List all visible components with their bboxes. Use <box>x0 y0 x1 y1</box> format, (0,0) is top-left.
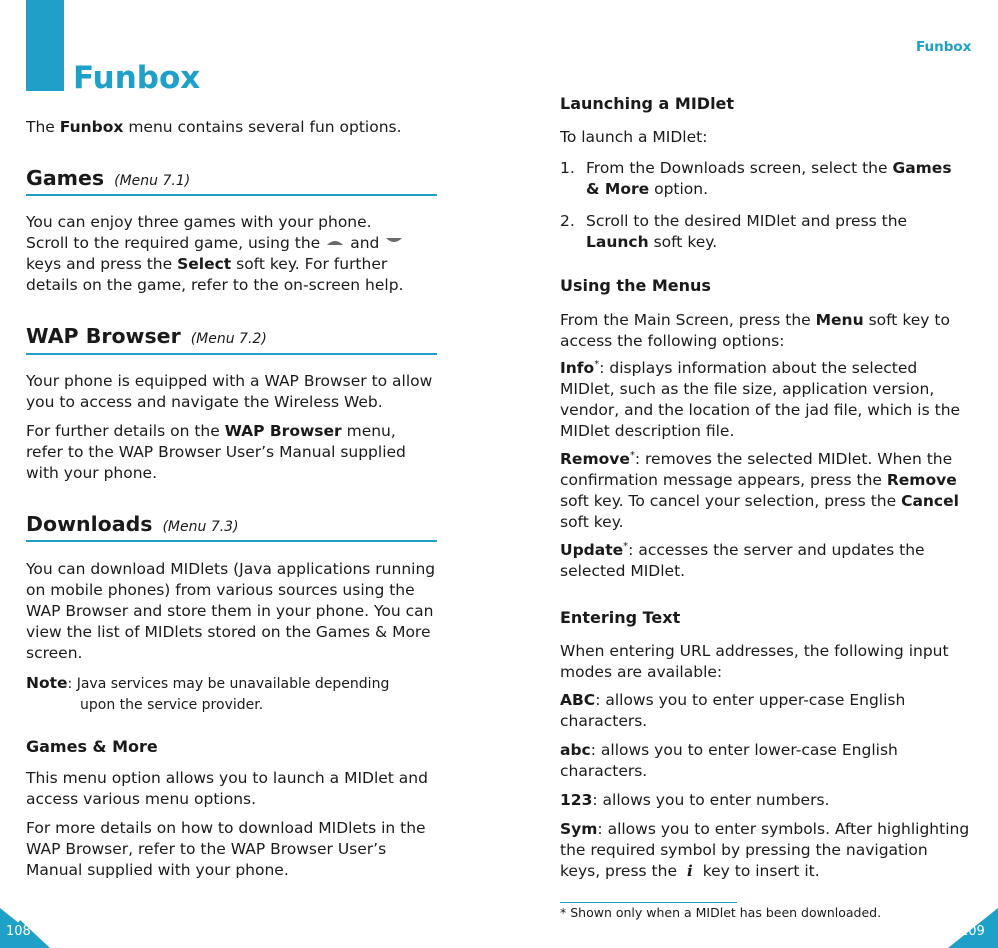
games-menu-ref: (Menu 7.1) <box>114 173 191 189</box>
input-mode-lower: abc: allows you to enter lower-case English characters. <box>560 741 898 780</box>
games-more-paragraph-1: This menu option allows you to launch a MIDlet and access various menu options. <box>26 769 428 808</box>
running-head: Funbox <box>916 39 972 55</box>
footnote-rule <box>560 902 737 903</box>
page-number-right: 109 <box>960 924 985 939</box>
down-key-icon <box>385 237 403 246</box>
menu-option-remove: Remove*: removes the selected MIDlet. When the confirmation message appears, press the Remove soft key. To cancel your selection, press the Cancel soft key. <box>560 449 959 531</box>
launching-intro: To launch a MIDlet: <box>560 128 708 146</box>
launching-step: 1. From the Downloads screen, select the Games & More option. <box>560 159 952 198</box>
menus-heading: Using the Menus <box>560 276 711 295</box>
games-heading: Games (Menu 7.1) <box>26 166 191 190</box>
games-rule <box>26 194 437 196</box>
menu-option-update: Update*: accesses the server and updates the selected MIDlet. <box>560 540 925 580</box>
games-paragraph: You can enjoy three games with your phone. Scroll to the required game, using the and keys and press the Select soft key. For further details on the game, refer to the on-screen help. <box>26 213 404 294</box>
games-more-paragraph-2: For more details on how to download MIDlets in the WAP Browser, refer to the WAP Browser User’s Manual supplied with your phone. <box>26 819 426 879</box>
downloads-menu-ref: (Menu 7.3) <box>162 519 239 535</box>
wap-paragraph-2: For further details on the WAP Browser menu, refer to the WAP Browser User’s Manual supplied with your phone. <box>26 422 406 482</box>
input-mode-symbols: Sym: allows you to enter symbols. After highlighting the required symbol by pressing the navigation keys, press the i key to insert it. <box>560 820 970 880</box>
input-mode-upper: ABC: allows you to enter upper-case English characters. <box>560 691 906 730</box>
input-mode-numbers: 123: allows you to enter numbers. <box>560 791 830 809</box>
games-more-heading: Games & More <box>26 737 158 756</box>
intro-paragraph: The Funbox menu contains several fun options. <box>26 118 402 136</box>
downloads-heading: Downloads (Menu 7.3) <box>26 512 239 536</box>
menu-option-info: Info*: displays information about the selected MIDlet, such as the file size, application version, vendor, and the location of the jad file, which is the MIDlet description file. <box>560 358 961 440</box>
launching-heading: Launching a MIDlet <box>560 94 735 113</box>
info-key-icon: i <box>686 862 693 880</box>
wap-paragraph-1: Your phone is equipped with a WAP Browser to allow you to access and navigate the Wireless Web. <box>26 372 433 411</box>
downloads-rule <box>26 540 437 542</box>
launching-step: 2. Scroll to the desired MIDlet and press the Launch soft key. <box>560 212 908 251</box>
wap-menu-ref: (Menu 7.2) <box>190 331 267 347</box>
entering-intro: When entering URL addresses, the following input modes are available: <box>560 642 949 681</box>
up-key-icon <box>326 237 344 246</box>
chapter-title: Funbox <box>73 60 201 96</box>
downloads-paragraph: You can download MIDlets (Java applications running on mobile phones) from various sources using the WAP Browser and store them in your phone. You can view the list of MIDlets stored on the Games & More screen. <box>26 560 436 662</box>
entering-heading: Entering Text <box>560 608 681 627</box>
wap-heading: WAP Browser (Menu 7.2) <box>26 324 267 348</box>
menus-intro: From the Main Screen, press the Menu soft key to access the following options: <box>560 311 950 350</box>
wap-rule <box>26 353 437 355</box>
downloads-note: Note: Java services may be unavailable depending upon the service provider. <box>26 674 390 713</box>
page-number-left: 108 <box>6 924 31 939</box>
chapter-color-bar <box>26 0 64 91</box>
launching-steps <box>560 158 970 253</box>
footnote: * Shown only when a MIDlet has been downloaded. <box>560 905 882 920</box>
